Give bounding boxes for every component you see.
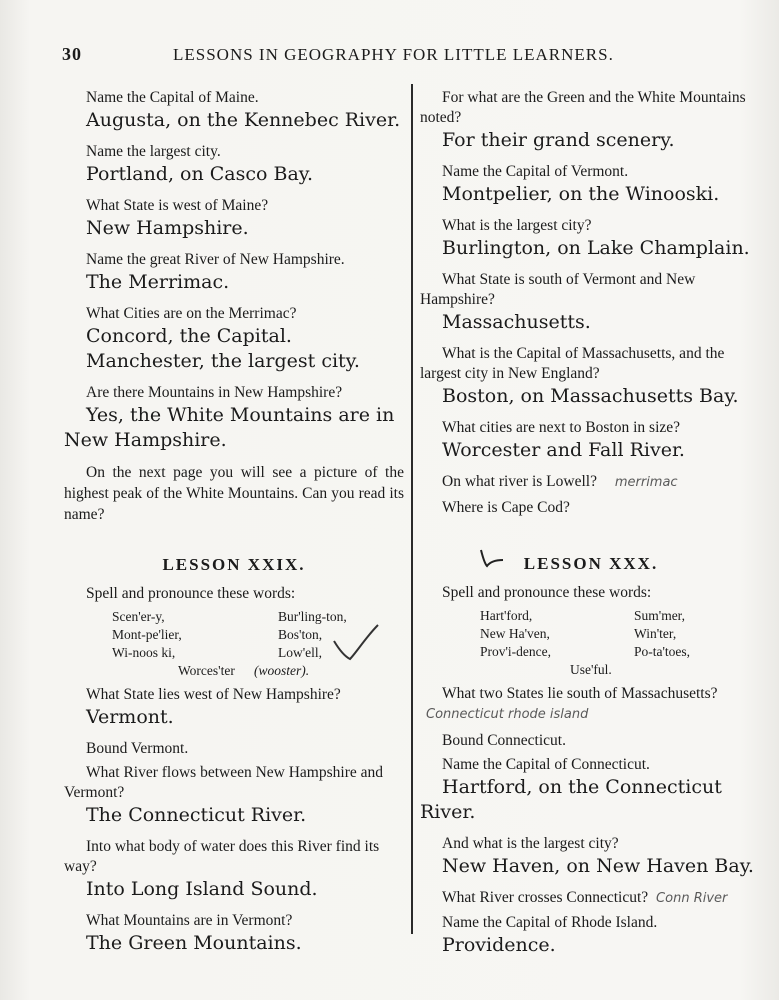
- question: For what are the Green and the White Mountains noted?: [420, 89, 746, 126]
- answer: Hartford, on the Connecticut River.: [420, 776, 722, 823]
- question: Where is Cape Cod?: [442, 499, 570, 516]
- answer: The Merrimac.: [86, 271, 230, 293]
- qa-item: [420, 834, 762, 879]
- lesson-heading: [420, 554, 762, 574]
- qa-item: [64, 383, 404, 453]
- word: Bur'ling-ton,: [278, 609, 347, 624]
- spell-instruction: Spell and pronounce these words:: [442, 584, 652, 601]
- qa-item: [420, 344, 762, 409]
- answer: Into Long Island Sound.: [86, 878, 318, 900]
- question-text: What two States lie south of Massachusetts?: [442, 685, 718, 702]
- question: Name the largest city.: [86, 143, 221, 160]
- checkmark-icon: [478, 546, 504, 570]
- answer: New Hampshire.: [86, 217, 249, 239]
- question: [420, 888, 762, 909]
- question: [420, 684, 762, 725]
- question: What is the largest city?: [442, 217, 592, 234]
- question: Name the Capital of Maine.: [86, 89, 259, 106]
- qa-item: [64, 763, 404, 828]
- question: What State is south of Vermont and New Hampshire?: [420, 271, 696, 308]
- running-title: LESSONS IN GEOGRAPHY FOR LITTLE LEARNERS.: [173, 45, 614, 64]
- qa-item: [420, 88, 762, 153]
- question: Name the Capital of Rhode Island.: [442, 914, 658, 931]
- answer: Yes, the White Mountains are in New Hampshire.: [64, 404, 395, 451]
- qa-item: [420, 472, 762, 493]
- qa-item: [420, 684, 762, 725]
- question-text: On what river is Lowell?: [442, 473, 597, 490]
- answer: Augusta, on the Kennebec River.: [86, 109, 401, 131]
- question: What is the Capital of Massachusetts, and the largest city in New England?: [420, 345, 725, 382]
- answer: Providence.: [442, 934, 556, 956]
- word: Win'ter,: [634, 626, 677, 641]
- qa-item: [64, 911, 404, 956]
- qa-item: [420, 162, 762, 207]
- question: Name the Capital of Connecticut.: [442, 756, 650, 773]
- question: What State is west of Maine?: [86, 197, 269, 214]
- question: What State lies west of New Hampshire?: [86, 686, 341, 703]
- checkmark-icon: [332, 623, 380, 663]
- question: Bound Connecticut.: [442, 732, 566, 749]
- answer: The Green Mountains.: [86, 932, 302, 954]
- answer: Massachusetts.: [442, 311, 591, 333]
- question: Are there Mountains in New Hampshire?: [86, 384, 343, 401]
- qa-item: [64, 739, 404, 759]
- answer: Portland, on Casco Bay.: [86, 163, 314, 185]
- question: Into what body of water does this River find its way?: [64, 838, 380, 875]
- answer: New Haven, on New Haven Bay.: [442, 855, 754, 877]
- left-column: [64, 88, 404, 965]
- word: Hart'ford,: [480, 608, 533, 623]
- answer: For their grand scenery.: [442, 129, 675, 151]
- qa-item: [420, 755, 762, 825]
- question: What River flows between New Hampshire and Vermont?: [64, 764, 383, 801]
- qa-item: [64, 837, 404, 902]
- answer: The Connecticut River.: [86, 804, 307, 826]
- qa-item: [420, 216, 762, 261]
- answer: Burlington, on Lake Champlain.: [442, 237, 750, 259]
- handwritten-note: Conn River: [656, 891, 728, 906]
- qa-item: [64, 142, 404, 187]
- word: Po-ta'toes,: [634, 644, 691, 659]
- answer: Montpelier, on the Winooski.: [442, 183, 720, 205]
- qa-item: [64, 685, 404, 730]
- lesson-title: LESSON XXX.: [523, 554, 659, 573]
- column-divider: [411, 84, 413, 934]
- word: Prov'i-dence,: [480, 644, 552, 659]
- qa-item: [64, 250, 404, 295]
- question-text: What River crosses Connecticut?: [442, 889, 649, 906]
- qa-item: [420, 498, 762, 518]
- note-paragraph: On the next page you will see a picture of the highest peak of the White Mountains. Can you read its name?: [64, 464, 404, 523]
- page-number: 30: [62, 44, 82, 64]
- question: Bound Vermont.: [86, 740, 189, 757]
- answer: Vermont.: [86, 706, 174, 728]
- word: New Ha'ven,: [480, 626, 550, 641]
- question: Name the Capital of Vermont.: [442, 163, 629, 180]
- spell-instruction: Spell and pronounce these words:: [86, 585, 296, 602]
- word: Low'ell,: [278, 645, 323, 660]
- answer: Manchester, the largest city.: [86, 350, 360, 372]
- qa-item: [420, 913, 762, 958]
- question: What Cities are on the Merrimac?: [86, 305, 297, 322]
- word: Bos'ton,: [278, 627, 323, 642]
- answer: Concord, the Capital.: [86, 325, 292, 347]
- word: Sum'mer,: [634, 608, 686, 623]
- answer: Boston, on Massachusetts Bay.: [442, 385, 739, 407]
- handwritten-note: merrimac: [614, 475, 678, 490]
- answer: Worcester and Fall River.: [442, 439, 685, 461]
- word: Mont-pe'lier,: [112, 627, 182, 642]
- handwritten-note: Connecticut rhode island: [426, 707, 589, 722]
- question: Name the great River of New Hampshire.: [86, 251, 345, 268]
- qa-item: [420, 888, 762, 909]
- question: What Mountains are in Vermont?: [86, 912, 293, 929]
- qa-item: [420, 731, 762, 751]
- word: Worces'ter: [178, 663, 235, 678]
- question: What cities are next to Boston in size?: [442, 419, 681, 436]
- question: [420, 472, 762, 493]
- word-list: [420, 602, 762, 677]
- question: And what is the largest city?: [442, 835, 619, 852]
- word: Wi-noos ki,: [112, 645, 176, 660]
- word: Scen'er-y,: [112, 609, 165, 624]
- word: (wooster).: [254, 663, 310, 678]
- lesson-title: LESSON XXIX.: [162, 555, 306, 574]
- qa-item: [64, 196, 404, 241]
- qa-item: [64, 304, 404, 374]
- right-column: [420, 88, 762, 967]
- qa-item: [64, 88, 404, 133]
- word-list: [64, 603, 404, 678]
- word: Use'ful.: [570, 662, 612, 677]
- qa-item: [420, 418, 762, 463]
- qa-item: [420, 270, 762, 335]
